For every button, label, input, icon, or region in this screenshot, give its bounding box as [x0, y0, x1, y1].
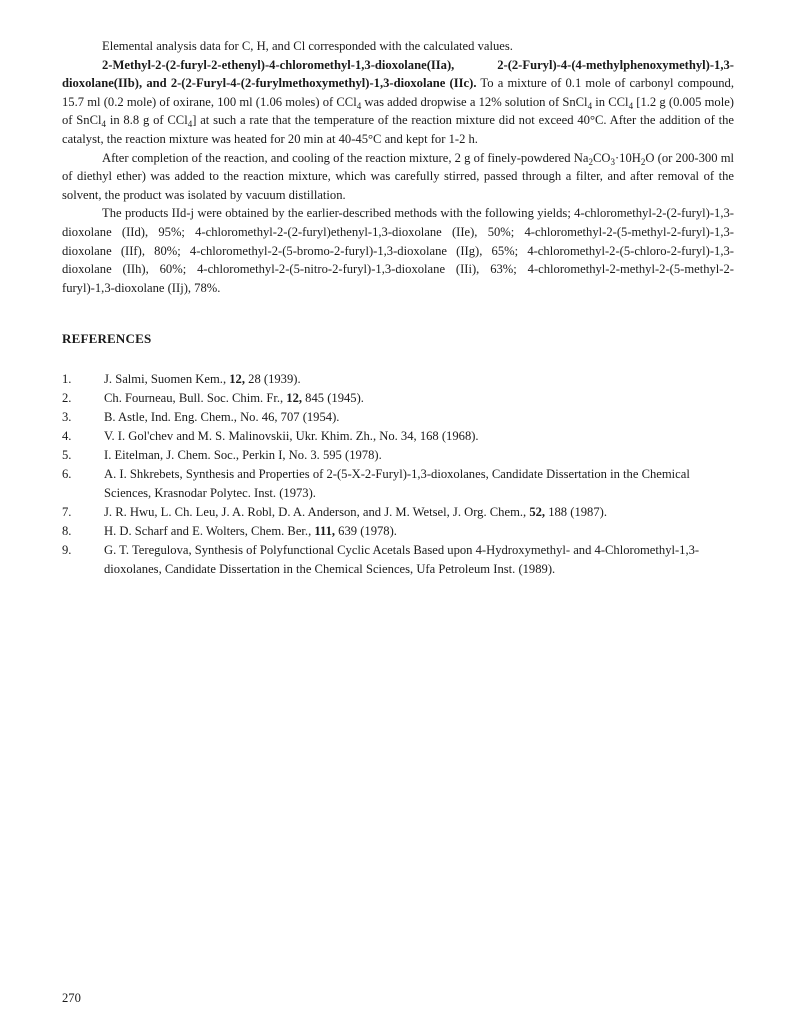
reference-item	[62, 370, 734, 389]
reference-part: J. R. Hwu, L. Ch. Leu, J. A. Robl, D. A. Anderson, and J. M. Wetsel, J. Org. Chem.,	[104, 505, 530, 520]
reference-part: 188 (1987).	[545, 505, 607, 520]
text-run: ·10H	[614, 150, 641, 165]
reference-text	[104, 465, 734, 502]
text-run: [1.2 g (0.005 mole) of SnCl	[62, 94, 734, 128]
reference-item	[62, 522, 734, 541]
reference-number: 7.	[62, 505, 72, 520]
subscript: 4	[187, 119, 193, 130]
text-run: To a mixture of 0.1 mole of carbonyl compound, 15.7 ml (0.2 mole) of oxirane, 100 ml (1.06 moles) of CCl	[62, 76, 735, 109]
reference-text	[104, 503, 734, 522]
subscript: 4	[587, 100, 593, 111]
subscript: 2	[640, 156, 646, 167]
paragraph-elemental-analysis	[62, 37, 734, 56]
reference-text	[104, 427, 734, 446]
subscript: 4	[101, 119, 107, 130]
reference-part: Ch. Fourneau, Bull. Soc. Chim. Fr.,	[104, 391, 287, 406]
text-run: O (or 200-300 ml of diethyl ether) was added to the reaction mixture, which was carefully stirred, passed through a filter, and after removal of the solvent, the product was isolated by vacuum distillation.	[62, 150, 734, 202]
subscript: 2	[588, 156, 593, 167]
reference-item	[62, 503, 734, 522]
text-run: CO	[592, 150, 611, 165]
compound-name-iic: 2-(2-Furyl-4-(2-furylmethoxymethyl)-1,3-dioxolane (IIc).	[170, 76, 477, 91]
paragraph-text: The products IId-j were obtained by the earlier-described methods with the following yields; 4-chloromethyl-2-(2-furyl)-1,3-dioxolane (IId), 95%; 4-chloromethyl-2-(2-furyl)ethenyl-1,3-dioxolane (IIe), 50%; 4-chloromethyl-2-(5-methyl-2-furyl)-1,3-dioxolane (IIf), 80%; 4-chloromethyl-2-(5-bromo-2-furyl)-1,3-dioxolane (IIg), 65%; 4-chloromethyl-2-(5-chloro-2-furyl)-1,3-dioxolane (IIh), 60%; 4-chloromethyl-2-(5-nitro-2-furyl)-1,3-dioxolane (IIi), 63%; 4-chloromethyl-2-methyl-2-(5-methyl-2-furyl)-1,3-dioxolane (IIj), 78%.	[62, 206, 734, 295]
reference-text	[104, 541, 734, 578]
reference-volume: 12,	[229, 372, 245, 386]
paragraph-workup	[62, 149, 734, 205]
reference-text	[104, 408, 734, 427]
reference-text	[104, 389, 734, 408]
reference-volume: 111,	[314, 524, 336, 539]
reference-number: 9.	[62, 543, 72, 558]
page-number: 270	[62, 991, 81, 1005]
reference-item	[62, 427, 734, 446]
reference-part: 639 (1978).	[335, 524, 397, 539]
reference-text	[104, 446, 734, 465]
reference-item	[62, 446, 734, 465]
text-run: in CCl	[592, 94, 629, 109]
paragraph-synthesis	[62, 56, 734, 149]
compound-name-iia: 2-Methyl-2-(2-furyl-2-ethenyl)-4-chloromethyl-1,3-dioxolane(IIa),	[102, 57, 455, 72]
reference-part: 28 (1939).	[245, 372, 301, 386]
reference-volume: 12,	[286, 391, 303, 406]
reference-number: 3.	[62, 410, 72, 425]
reference-part: V. I. Gol'chev and M. S. Malinovskii, Ukr. Khim. Zh., No. 34, 168 (1968).	[104, 429, 479, 444]
references-heading: REFERENCES	[62, 331, 152, 346]
reference-part: H. D. Scharf and E. Wolters, Chem. Ber.,	[104, 524, 315, 539]
reference-volume: 52,	[529, 505, 546, 520]
reference-part: I. Eitelman, J. Chem. Soc., Perkin I, No. 3. 595 (1978).	[104, 448, 382, 463]
reference-text	[104, 370, 734, 389]
subscript: 4	[356, 100, 362, 111]
reference-part: B. Astle, Ind. Eng. Chem., No. 46, 707 (1954).	[104, 410, 340, 425]
paragraph-text: Elemental analysis data for C, H, and Cl corresponded with the calculated values.	[102, 39, 513, 53]
references-list	[62, 370, 734, 579]
text-run: After completion of the reaction, and cooling of the reaction mixture, 2 g of finely-powdered Na	[102, 150, 589, 165]
compound-and: and	[142, 76, 171, 91]
reference-part: J. Salmi, Suomen Kem.,	[104, 372, 230, 386]
text-run: was added dropwise a 12% solution of SnCl	[361, 94, 588, 109]
text-run: in 8.8 g of CCl	[106, 113, 188, 128]
body-text	[62, 37, 734, 297]
reference-item	[62, 465, 734, 502]
compound-name-iib: 2-(2-Furyl)-4-(4-methylphenoxymethyl)-1,3-dioxolane(IIb),	[62, 57, 734, 91]
reference-number: 5.	[62, 448, 72, 463]
reference-item	[62, 389, 734, 408]
reference-number: 2.	[62, 391, 72, 406]
reference-number: 6.	[62, 467, 72, 482]
text-run: ] at such a rate that the temperature of the reaction mixture did not exceed 40°C. After the addition of the catalyst, the reaction mixture was heated for 20 min at 40-45°C and kept for 1-2 h.	[62, 113, 734, 146]
reference-number: 4.	[62, 429, 72, 444]
reference-text	[104, 522, 734, 541]
reference-number: 1.	[62, 372, 72, 386]
reference-part: 845 (1945).	[302, 391, 364, 406]
paragraph-yields	[62, 204, 734, 297]
reference-part: G. T. Teregulova, Synthesis of Polyfunctional Cyclic Acetals Based upon 4-Hydroxymethyl- and 4-Chloromethyl-1,3-dioxolanes, Candidate Dissertation in the Chemical Sciences, Ufa Petroleum Inst. (1989).	[104, 543, 700, 576]
reference-item	[62, 408, 734, 427]
subscript: 4	[628, 100, 634, 111]
reference-part: A. I. Shkrebets, Synthesis and Properties of 2-(5-X-2-Furyl)-1,3-dioxolanes, Candidate Dissertation in the Chemical Sciences, Krasnodar Polytec. Inst. (1973).	[104, 467, 690, 501]
reference-item	[62, 541, 734, 578]
reference-number: 8.	[62, 524, 72, 539]
subscript: 3	[610, 156, 615, 167]
